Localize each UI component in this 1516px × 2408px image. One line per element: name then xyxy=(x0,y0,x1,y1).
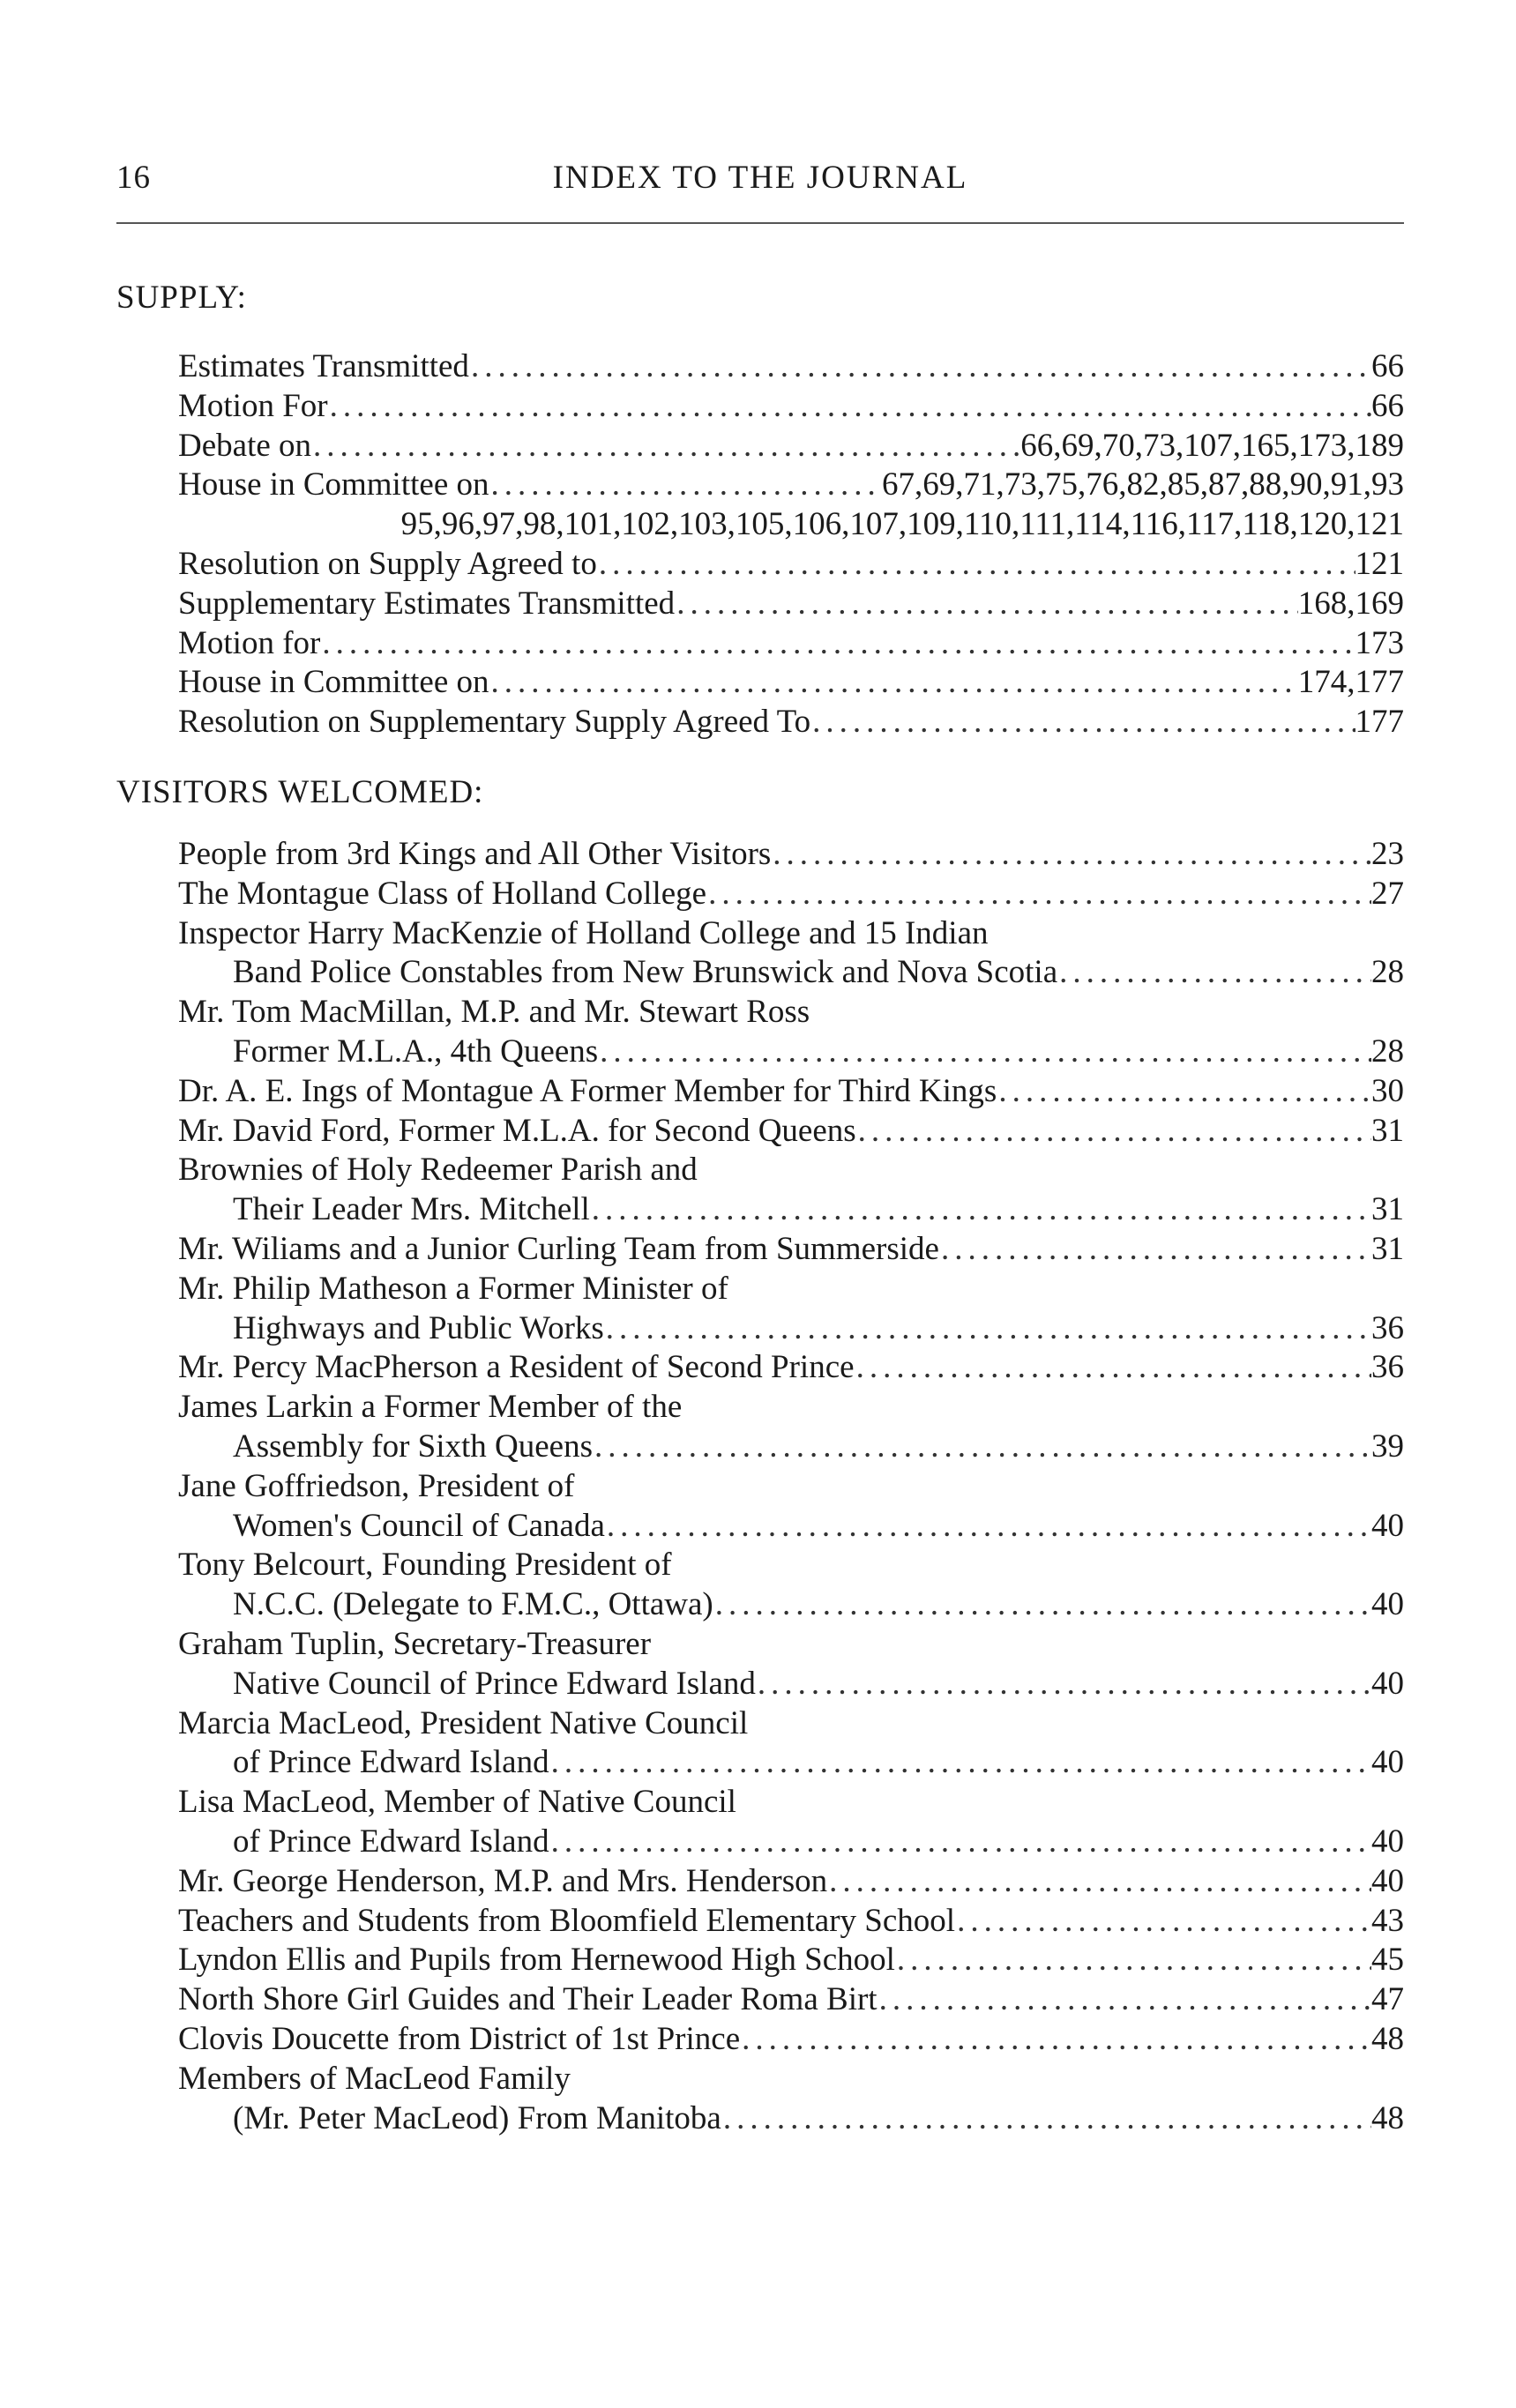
index-entry xyxy=(178,875,1404,914)
dot-leader xyxy=(939,1230,1371,1270)
index-entry xyxy=(178,1704,1404,1744)
index-entry-text: Teachers and Students from Bloomfield Elementary School xyxy=(178,1902,956,1939)
index-entry-text: Resolution on Supply Agreed to xyxy=(178,545,597,582)
index-entry-pages: 95,96,97,98,101,102,103,105,106,107,109,110,111,114,116,117,118,120,121 xyxy=(400,506,1404,543)
index-entry-line xyxy=(178,1743,1404,1783)
index-entry-line xyxy=(178,1467,1404,1507)
index-entry xyxy=(178,1270,1404,1309)
index-entry-pages: 28 xyxy=(1371,954,1404,991)
dot-leader xyxy=(605,1507,1371,1547)
index-entry-text: House in Committee on xyxy=(178,466,489,503)
dot-leader xyxy=(706,875,1371,914)
index-entry-line xyxy=(178,663,1404,703)
index-entry-text: (Mr. Peter MacLeod) From Manitoba xyxy=(233,2099,721,2136)
index-entry xyxy=(178,1585,1404,1625)
index-entry xyxy=(178,1625,1404,1665)
index-entry xyxy=(178,1230,1404,1270)
index-entry-line xyxy=(178,1902,1404,1942)
index-entry-line xyxy=(178,466,1404,505)
index-entry-line xyxy=(178,875,1404,914)
index-entry-line xyxy=(178,1941,1404,1980)
index-entry-pages: 45 xyxy=(1371,1942,1404,1979)
index-entry xyxy=(178,1428,1404,1467)
index-entry-line xyxy=(178,1546,1404,1585)
index-entry-text: Mr. Percy MacPherson a Resident of Second Prince xyxy=(178,1349,855,1386)
index-entry-line xyxy=(178,585,1404,624)
section-heading-visitors-welcomed: VISITORS WELCOMED: xyxy=(116,774,484,810)
index-entry-pages: 28 xyxy=(1371,1033,1404,1070)
index-entry-line xyxy=(178,1665,1404,1704)
index-entry xyxy=(178,663,1404,703)
index-entry-text: Native Council of Prince Edward Island xyxy=(233,1665,756,1702)
index-entry-line xyxy=(178,2020,1404,2060)
index-entry-text: The Montague Class of Holland College xyxy=(178,875,707,912)
index-entry-line xyxy=(178,1309,1404,1349)
index-entry-text: Assembly for Sixth Queens xyxy=(233,1428,593,1465)
index-entry-text: Debate on xyxy=(178,427,312,464)
index-entry-pages: 43 xyxy=(1371,1902,1404,1939)
dot-leader xyxy=(721,2099,1371,2139)
dot-leader xyxy=(756,1665,1371,1704)
dot-leader xyxy=(328,387,1371,427)
dot-leader xyxy=(855,1348,1371,1388)
index-entry-pages: 48 xyxy=(1371,2099,1404,2136)
page-header xyxy=(116,159,1404,203)
index-entry-line xyxy=(178,1072,1404,1112)
index-entry-text: Highways and Public Works xyxy=(233,1309,604,1346)
index-entry-text: James Larkin a Former Member of the xyxy=(178,1389,683,1426)
dot-leader xyxy=(771,835,1371,875)
index-entry xyxy=(178,505,1404,545)
index-entry xyxy=(178,1151,1404,1190)
index-entry-text: Jane Goffriedson, President of xyxy=(178,1467,575,1504)
index-entry-line xyxy=(178,1388,1404,1428)
index-entry xyxy=(178,427,1404,466)
index-entry-line xyxy=(178,1625,1404,1665)
index-entry-text: Members of MacLeod Family xyxy=(178,2060,571,2097)
index-entry-text: Former M.L.A., 4th Queens xyxy=(233,1033,599,1070)
dot-leader xyxy=(740,2020,1371,2060)
dot-leader xyxy=(856,1112,1371,1152)
index-entry xyxy=(178,466,1404,505)
index-entry-text: Tony Belcourt, Founding President of xyxy=(178,1547,672,1584)
page-number: 16 xyxy=(116,160,151,196)
dot-leader xyxy=(549,1823,1371,1862)
index-entry xyxy=(178,1507,1404,1547)
index-entry-line xyxy=(178,835,1404,875)
header-rule xyxy=(116,222,1404,224)
index-entry-pages: 40 xyxy=(1371,1507,1404,1544)
index-entry-pages: 36 xyxy=(1371,1349,1404,1386)
index-entry-text: Mr. Philip Matheson a Former Minister of xyxy=(178,1270,728,1307)
index-entry-text: House in Committee on xyxy=(178,664,489,701)
index-entry-line xyxy=(178,2060,1404,2099)
index-entry xyxy=(178,585,1404,624)
index-entry xyxy=(178,545,1404,585)
index-entry-text: of Prince Edward Island xyxy=(233,1823,549,1860)
dot-leader xyxy=(713,1585,1371,1625)
dot-leader xyxy=(895,1941,1371,1980)
index-entry-line xyxy=(178,545,1404,585)
index-entry-line xyxy=(178,1151,1404,1190)
index-entry-pages: 66,69,70,73,107,165,173,189 xyxy=(1020,427,1404,464)
supply-entries xyxy=(178,347,1404,742)
index-entry-line xyxy=(178,2099,1404,2139)
index-entry-line xyxy=(178,1783,1404,1823)
index-entry-line xyxy=(178,1348,1404,1388)
index-entry-line xyxy=(178,1428,1404,1467)
index-entry-line xyxy=(178,387,1404,427)
index-entry-pages: 39 xyxy=(1371,1428,1404,1465)
index-entry-line xyxy=(178,703,1404,742)
index-entry xyxy=(178,1112,1404,1152)
dot-leader xyxy=(997,1072,1371,1112)
index-entry-pages: 31 xyxy=(1371,1230,1404,1267)
visitors-entries xyxy=(178,835,1404,2138)
index-entry-text: Mr. Tom MacMillan, M.P. and Mr. Stewart Ross xyxy=(178,994,810,1031)
index-entry xyxy=(178,993,1404,1033)
index-entry-pages: 27 xyxy=(1371,875,1404,912)
index-entry xyxy=(178,2020,1404,2060)
index-entry-line xyxy=(178,347,1404,387)
dot-leader xyxy=(320,624,1355,664)
dot-leader xyxy=(877,1980,1371,2020)
index-entry-line xyxy=(178,1230,1404,1270)
index-entry-pages: 173 xyxy=(1355,624,1404,661)
index-entry-pages: 23 xyxy=(1371,836,1404,872)
dot-leader xyxy=(597,545,1355,585)
dot-leader xyxy=(604,1309,1371,1349)
index-entry-pages: 40 xyxy=(1371,1862,1404,1899)
index-entry xyxy=(178,953,1404,993)
dot-leader xyxy=(489,663,1298,703)
index-entry-pages: 36 xyxy=(1371,1309,1404,1346)
index-entry xyxy=(178,1941,1404,1980)
index-entry xyxy=(178,1348,1404,1388)
dot-leader xyxy=(598,1033,1371,1072)
index-entry-line xyxy=(178,1862,1404,1902)
index-entry-text: Supplementary Estimates Transmitted xyxy=(178,585,676,622)
index-entry-text: Motion for xyxy=(178,624,321,661)
dot-leader xyxy=(590,1190,1371,1230)
index-entry xyxy=(178,1823,1404,1862)
index-entry-pages: 67,69,71,73,75,76,82,85,87,88,90,91,93 xyxy=(882,466,1404,503)
running-title: INDEX TO THE JOURNAL xyxy=(552,160,968,196)
index-entry-pages: 168,169 xyxy=(1297,585,1404,622)
index-entry-pages: 66 xyxy=(1371,348,1404,384)
index-entry-text: N.C.C. (Delegate to F.M.C., Ottawa) xyxy=(233,1586,713,1623)
index-entry-pages: 66 xyxy=(1371,387,1404,424)
index-entry-pages: 31 xyxy=(1371,1112,1404,1149)
index-entry xyxy=(178,1546,1404,1585)
index-entry-line xyxy=(178,1980,1404,2020)
index-entry-line xyxy=(178,1033,1404,1072)
index-entry-text: Lisa MacLeod, Member of Native Council xyxy=(178,1784,736,1821)
index-entry-text: Mr. Wiliams and a Junior Curling Team from Summerside xyxy=(178,1230,939,1267)
index-entry-pages: 48 xyxy=(1371,2020,1404,2057)
dot-leader xyxy=(593,1428,1371,1467)
dot-leader xyxy=(1057,953,1371,993)
index-entry-text: Mr. George Henderson, M.P. and Mrs. Henderson xyxy=(178,1862,828,1899)
index-entry-line xyxy=(178,953,1404,993)
index-entry xyxy=(178,2060,1404,2099)
index-entry-text: of Prince Edward Island xyxy=(233,1744,549,1781)
index-entry xyxy=(178,835,1404,875)
index-entry xyxy=(178,1980,1404,2020)
index-entry-pages: 174,177 xyxy=(1297,664,1404,701)
index-entry-text: People from 3rd Kings and All Other Visitors xyxy=(178,836,772,872)
index-entry-text: Clovis Doucette from District of 1st Prince xyxy=(178,2020,741,2057)
index-entry xyxy=(178,1190,1404,1230)
index-entry-text: Band Police Constables from New Brunswick and Nova Scotia xyxy=(233,954,1058,991)
index-entry xyxy=(178,2099,1404,2139)
index-entry xyxy=(178,1467,1404,1507)
dot-leader xyxy=(549,1743,1371,1783)
index-entry-text: Their Leader Mrs. Mitchell xyxy=(233,1191,590,1228)
index-entry-text: Dr. A. E. Ings of Montague A Former Member for Third Kings xyxy=(178,1072,997,1109)
index-entry-line xyxy=(178,1585,1404,1625)
index-entry-text: Women's Council of Canada xyxy=(233,1507,605,1544)
index-entry-pages: 40 xyxy=(1371,1665,1404,1702)
index-entry-pages: 40 xyxy=(1371,1823,1404,1860)
index-entry-pages: 40 xyxy=(1371,1586,1404,1623)
dot-leader xyxy=(810,703,1355,742)
index-entry xyxy=(178,1072,1404,1112)
index-entry xyxy=(178,387,1404,427)
index-entry-pages: 177 xyxy=(1355,704,1404,741)
index-entry-text: Estimates Transmitted xyxy=(178,348,469,384)
index-entry-line xyxy=(178,505,1404,545)
index-entry-text: Resolution on Supplementary Supply Agreed To xyxy=(178,704,811,741)
dot-leader xyxy=(955,1902,1371,1942)
index-entry-line xyxy=(178,427,1404,466)
index-entry-text: Marcia MacLeod, President Native Council xyxy=(178,1704,749,1741)
index-entry-text: Motion For xyxy=(178,387,328,424)
index-entry-text: Inspector Harry MacKenzie of Holland College and 15 Indian xyxy=(178,914,989,951)
index-entry xyxy=(178,914,1404,954)
index-entry xyxy=(178,1743,1404,1783)
index-entry xyxy=(178,1033,1404,1072)
index-entry xyxy=(178,1783,1404,1823)
index-entry-line xyxy=(178,1507,1404,1547)
dot-leader xyxy=(311,427,1020,466)
index-entry-pages: 40 xyxy=(1371,1744,1404,1781)
index-entry-text: Mr. David Ford, Former M.L.A. for Second Queens xyxy=(178,1112,856,1149)
index-entry-pages: 30 xyxy=(1371,1072,1404,1109)
index-entry-line xyxy=(178,1704,1404,1744)
index-entry-line xyxy=(178,624,1404,664)
index-entry xyxy=(178,1665,1404,1704)
index-entry xyxy=(178,1862,1404,1902)
index-entry xyxy=(178,703,1404,742)
index-entry-pages: 47 xyxy=(1371,1981,1404,2018)
index-entry-line xyxy=(178,1823,1404,1862)
index-entry-text: Graham Tuplin, Secretary-Treasurer xyxy=(178,1625,652,1662)
index-entry xyxy=(178,347,1404,387)
dot-leader xyxy=(675,585,1298,624)
dot-leader xyxy=(489,466,883,505)
index-entry xyxy=(178,1388,1404,1428)
index-entry xyxy=(178,1309,1404,1349)
index-entry-pages: 121 xyxy=(1355,545,1404,582)
index-entry-line xyxy=(178,914,1404,954)
index-entry xyxy=(178,1902,1404,1942)
index-entry xyxy=(178,624,1404,664)
section-heading-supply: SUPPLY: xyxy=(116,280,247,316)
dot-leader xyxy=(469,347,1371,387)
dot-leader xyxy=(827,1862,1371,1902)
index-entry-line xyxy=(178,993,1404,1033)
index-entry-text: North Shore Girl Guides and Their Leader Roma Birt xyxy=(178,1981,877,2018)
index-entry-line xyxy=(178,1190,1404,1230)
index-entry-line xyxy=(178,1270,1404,1309)
index-entry-line xyxy=(178,1112,1404,1152)
index-entry-pages: 31 xyxy=(1371,1191,1404,1228)
index-entry-text: Lyndon Ellis and Pupils from Hernewood High School xyxy=(178,1942,895,1979)
index-entry-text: Brownies of Holy Redeemer Parish and xyxy=(178,1152,698,1189)
